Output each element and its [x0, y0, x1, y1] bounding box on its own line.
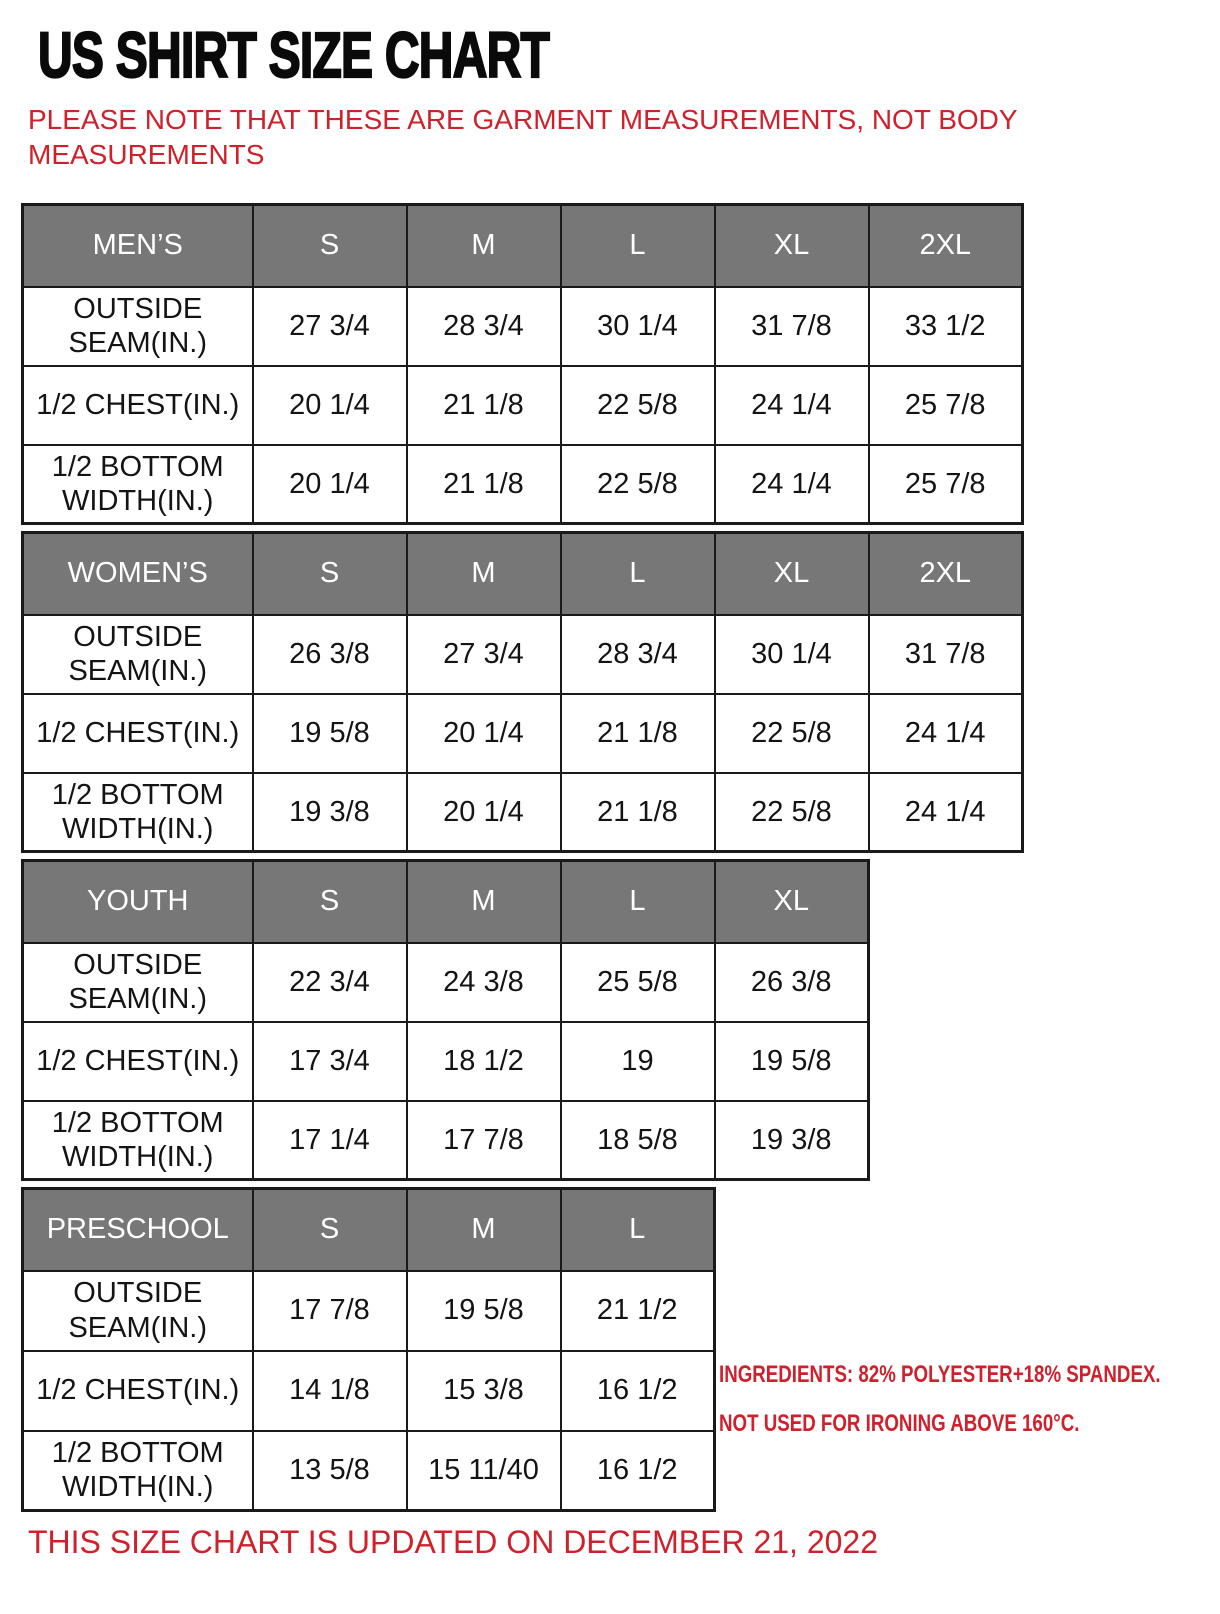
- preschool-header-row: [23, 1189, 715, 1271]
- mens-size-header-l: L: [561, 205, 715, 287]
- youth-value-cell: 26 3/8: [715, 943, 869, 1022]
- preschool-size-header-s: S: [253, 1189, 407, 1271]
- mens-value-cell: 28 3/4: [407, 287, 561, 366]
- womens-group-header: WOMEN’S: [23, 533, 253, 615]
- ingredients-note: [719, 1350, 1161, 1448]
- youth-value-cell: 19: [561, 1022, 715, 1101]
- womens-measurement-label: OUTSIDE SEAM(IN.): [23, 615, 253, 694]
- youth-group-header: YOUTH: [23, 861, 253, 943]
- mens-value-cell: 20 1/4: [253, 366, 407, 445]
- mens-measurement-label: 1/2 CHEST(IN.): [23, 366, 253, 445]
- womens-value-cell: 20 1/4: [407, 773, 561, 852]
- womens-value-cell: 21 1/8: [561, 694, 715, 773]
- mens-value-cell: 22 5/8: [561, 445, 715, 524]
- youth-value-cell: 19 3/8: [715, 1101, 869, 1180]
- youth-value-cell: 17 3/4: [253, 1022, 407, 1101]
- youth-size-table: [21, 859, 870, 1181]
- womens-size-header-m: M: [407, 533, 561, 615]
- youth-value-cell: 17 7/8: [407, 1101, 561, 1180]
- preschool-group-header: PRESCHOOL: [23, 1189, 253, 1271]
- youth-value-cell: 24 3/8: [407, 943, 561, 1022]
- youth-measurement-label: 1/2 CHEST(IN.): [23, 1022, 253, 1101]
- youth-size-header-s: S: [253, 861, 407, 943]
- mens-value-cell: 24 1/4: [715, 366, 869, 445]
- mens-size-header-s: S: [253, 205, 407, 287]
- mens-value-cell: 25 7/8: [869, 366, 1023, 445]
- mens-measurement-row: [23, 445, 1023, 524]
- mens-value-cell: 33 1/2: [869, 287, 1023, 366]
- youth-size-header-xl: XL: [715, 861, 869, 943]
- womens-value-cell: 19 5/8: [253, 694, 407, 773]
- preschool-value-cell: 19 5/8: [407, 1271, 561, 1351]
- preschool-measurement-label: OUTSIDE SEAM(IN.): [23, 1271, 253, 1351]
- mens-measurement-row: [23, 366, 1023, 445]
- mens-size-header-m: M: [407, 205, 561, 287]
- youth-measurement-row: [23, 1101, 869, 1180]
- youth-value-cell: 25 5/8: [561, 943, 715, 1022]
- womens-value-cell: 28 3/4: [561, 615, 715, 694]
- preschool-value-cell: 16 1/2: [561, 1351, 715, 1431]
- youth-size-header-m: M: [407, 861, 561, 943]
- mens-size-header-2xl: 2XL: [869, 205, 1023, 287]
- womens-size-header-2xl: 2XL: [869, 533, 1023, 615]
- mens-value-cell: 21 1/8: [407, 366, 561, 445]
- mens-value-cell: 31 7/8: [715, 287, 869, 366]
- preschool-size-table: [21, 1187, 716, 1512]
- mens-size-header-xl: XL: [715, 205, 869, 287]
- mens-value-cell: 21 1/8: [407, 445, 561, 524]
- preschool-measurement-label: 1/2 CHEST(IN.): [23, 1351, 253, 1431]
- preschool-value-cell: 14 1/8: [253, 1351, 407, 1431]
- womens-value-cell: 26 3/8: [253, 615, 407, 694]
- womens-size-header-s: S: [253, 533, 407, 615]
- womens-measurement-label: 1/2 CHEST(IN.): [23, 694, 253, 773]
- preschool-value-cell: 15 11/40: [407, 1431, 561, 1511]
- page-title: US SHIRT SIZE CHART: [38, 19, 550, 91]
- preschool-value-cell: 13 5/8: [253, 1431, 407, 1511]
- youth-value-cell: 22 3/4: [253, 943, 407, 1022]
- preschool-table: [21, 1187, 716, 1512]
- womens-value-cell: 30 1/4: [715, 615, 869, 694]
- youth-measurement-label: 1/2 BOTTOM WIDTH(IN.): [23, 1101, 253, 1180]
- mens-value-cell: 24 1/4: [715, 445, 869, 524]
- womens-value-cell: 21 1/8: [561, 773, 715, 852]
- womens-value-cell: 20 1/4: [407, 694, 561, 773]
- mens-measurement-label: OUTSIDE SEAM(IN.): [23, 287, 253, 366]
- womens-measurement-row: [23, 773, 1023, 852]
- preschool-size-header-l: L: [561, 1189, 715, 1271]
- preschool-measurement-row: [23, 1351, 715, 1431]
- ironing-warning-line: NOT USED FOR IRONING ABOVE 160°C.: [719, 1410, 1080, 1437]
- womens-value-cell: 31 7/8: [869, 615, 1023, 694]
- youth-header-row: [23, 861, 869, 943]
- youth-size-header-l: L: [561, 861, 715, 943]
- preschool-measurement-row: [23, 1431, 715, 1511]
- mens-value-cell: 30 1/4: [561, 287, 715, 366]
- womens-measurement-row: [23, 615, 1023, 694]
- preschool-value-cell: 17 7/8: [253, 1271, 407, 1351]
- mens-table: [21, 203, 1024, 525]
- womens-value-cell: 19 3/8: [253, 773, 407, 852]
- mens-value-cell: 20 1/4: [253, 445, 407, 524]
- ingredients-line: INGREDIENTS: 82% POLYESTER+18% SPANDEX.: [719, 1361, 1161, 1388]
- youth-value-cell: 18 5/8: [561, 1101, 715, 1180]
- womens-value-cell: 22 5/8: [715, 694, 869, 773]
- mens-value-cell: 25 7/8: [869, 445, 1023, 524]
- womens-measurement-row: [23, 694, 1023, 773]
- mens-value-cell: 27 3/4: [253, 287, 407, 366]
- youth-measurement-row: [23, 1022, 869, 1101]
- preschool-measurement-row: [23, 1271, 715, 1351]
- youth-value-cell: 18 1/2: [407, 1022, 561, 1101]
- mens-value-cell: 22 5/8: [561, 366, 715, 445]
- mens-size-table: [21, 203, 1024, 525]
- mens-group-header: MEN’S: [23, 205, 253, 287]
- preschool-value-cell: 21 1/2: [561, 1271, 715, 1351]
- womens-value-cell: 24 1/4: [869, 773, 1023, 852]
- youth-value-cell: 19 5/8: [715, 1022, 869, 1101]
- update-date-note: THIS SIZE CHART IS UPDATED ON DECEMBER 21, 2022: [28, 1524, 878, 1560]
- youth-table: [21, 859, 870, 1181]
- garment-measurements-note: PLEASE NOTE THAT THESE ARE GARMENT MEASUREMENTS, NOT BODY MEASUREMENTS: [28, 104, 1018, 170]
- youth-value-cell: 17 1/4: [253, 1101, 407, 1180]
- womens-size-header-l: L: [561, 533, 715, 615]
- mens-header-row: [23, 205, 1023, 287]
- youth-measurement-label: OUTSIDE SEAM(IN.): [23, 943, 253, 1022]
- womens-size-table: [21, 531, 1024, 853]
- womens-value-cell: 22 5/8: [715, 773, 869, 852]
- preschool-value-cell: 15 3/8: [407, 1351, 561, 1431]
- youth-measurement-row: [23, 943, 869, 1022]
- preschool-measurement-label: 1/2 BOTTOM WIDTH(IN.): [23, 1431, 253, 1511]
- womens-value-cell: 27 3/4: [407, 615, 561, 694]
- mens-measurement-label: 1/2 BOTTOM WIDTH(IN.): [23, 445, 253, 524]
- mens-measurement-row: [23, 287, 1023, 366]
- womens-value-cell: 24 1/4: [869, 694, 1023, 773]
- preschool-value-cell: 16 1/2: [561, 1431, 715, 1511]
- preschool-size-header-m: M: [407, 1189, 561, 1271]
- womens-size-header-xl: XL: [715, 533, 869, 615]
- womens-table: [21, 531, 1024, 853]
- womens-measurement-label: 1/2 BOTTOM WIDTH(IN.): [23, 773, 253, 852]
- womens-header-row: [23, 533, 1023, 615]
